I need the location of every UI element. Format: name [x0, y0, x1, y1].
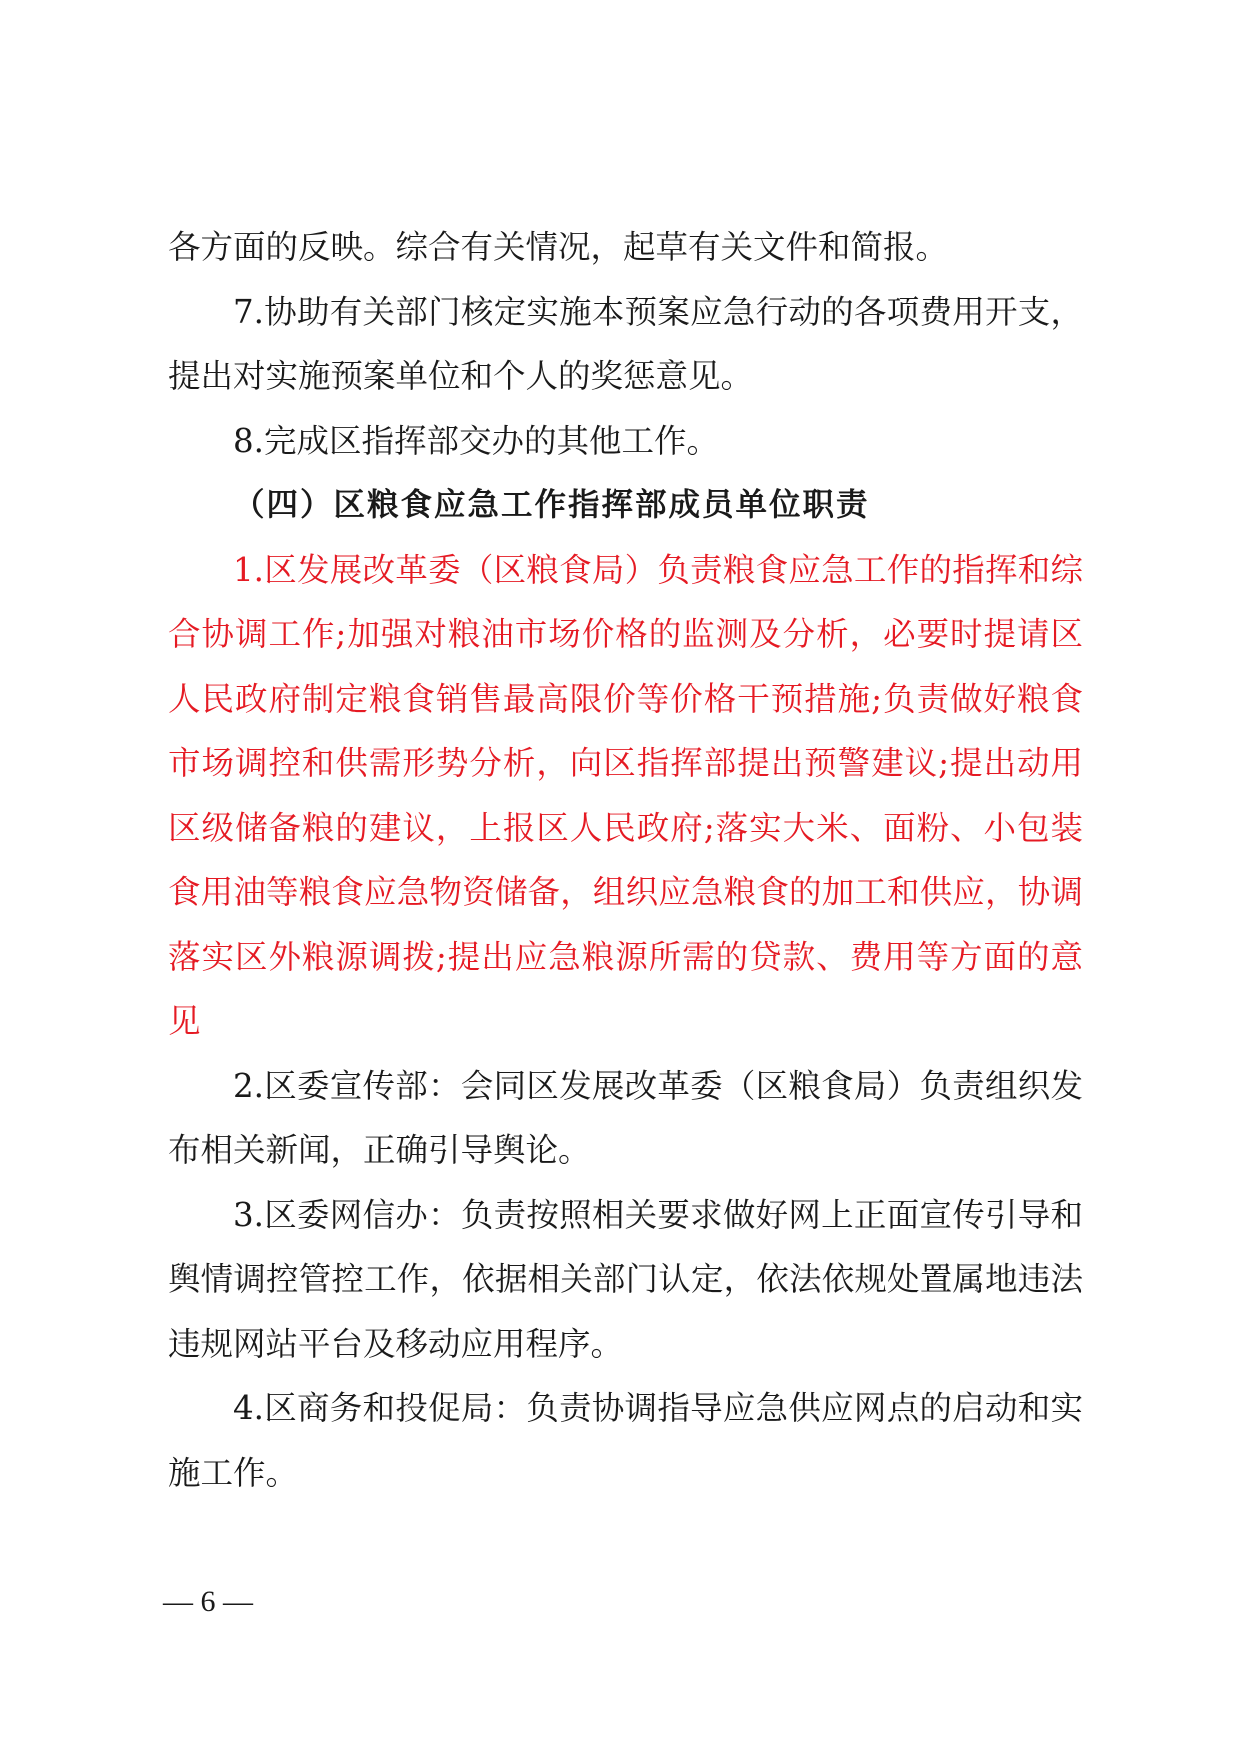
line-2: 7.协助有关部门核定实施本预案应急行动的各项费用开支， [233, 292, 1083, 331]
line-4: 8.完成区指挥部交办的其他工作。 [233, 421, 720, 460]
line-11: 食用油等粮食应急物资储备，组织应急粮食的加工和供应，协调 [168, 873, 1083, 911]
line-18: 违规网站平台及移动应用程序。 [168, 1324, 624, 1363]
line-19: 4.区商务和投促局：负责协调指导应急供应网点的启动和实 [233, 1389, 1083, 1427]
document-body [168, 215, 1083, 1505]
line-14: 2.区委宣传部：会同区发展改革委（区粮食局）负责组织发 [233, 1066, 1083, 1105]
line-6: 1.区发展改革委（区粮食局）负责粮食应急工作的指挥和综 [233, 550, 1083, 589]
line-20: 施工作。 [168, 1453, 299, 1492]
line-10: 区级储备粮的建议，上报区人民政府;落实大米、面粉、小包装 [168, 808, 1083, 847]
line-7: 合协调工作;加强对粮油市场价格的监测及分析，必要时提请区 [168, 615, 1083, 653]
line-13: 见 [168, 1002, 201, 1040]
line-16: 3.区委网信办：负责按照相关要求做好网上正面宣传引导和 [233, 1195, 1083, 1234]
line-15: 布相关新闻，正确引导舆论。 [168, 1131, 591, 1169]
line-8: 人民政府制定粮食销售最高限价等价格干预措施;负责做好粮食 [168, 679, 1083, 718]
line-1: 各方面的反映。综合有关情况，起草有关文件和简报。 [168, 228, 949, 266]
line-9: 市场调控和供需形势分析，向区指挥部提出预警建议;提出动用 [168, 744, 1083, 782]
page-number: — 6 — [163, 1585, 253, 1618]
line-3: 提出对实施预案单位和个人的奖惩意见。 [168, 357, 754, 395]
line-5: （四）区粮食应急工作指挥部成员单位职责 [233, 487, 870, 523]
line-12: 落实区外粮源调拨;提出应急粮源所需的贷款、费用等方面的意 [168, 937, 1083, 976]
line-17: 舆情调控管控工作，依据相关部门认定，依法依规处置属地违法 [168, 1260, 1083, 1298]
